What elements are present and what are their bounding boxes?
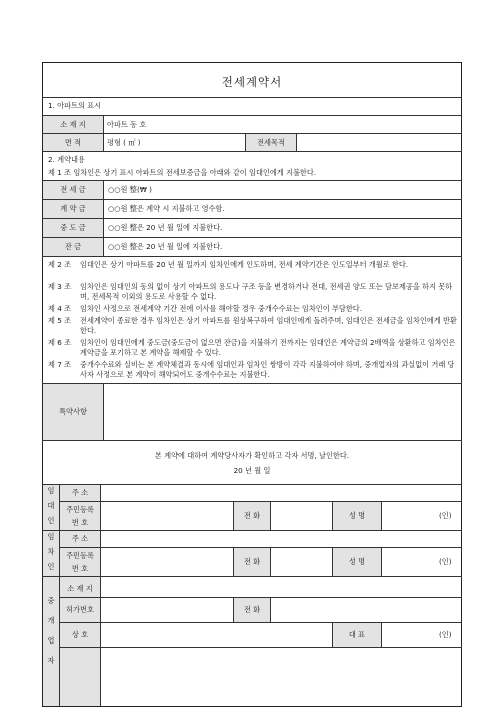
broker-seal: (인) [439,630,452,639]
area-label: 면 적 [64,138,82,147]
broker-label-3: 업 [47,636,55,645]
divider [270,547,271,576]
lessor-label-1: 임 [47,486,55,495]
divider [332,622,333,647]
divider [42,530,462,531]
lessor-phone-label: 전 화 [243,511,261,520]
clause-text: 임차인이 임대인에게 중도금(중도금이 없으면 잔금)을 지불하기 전까지는 임대인은 계약금의 2배액을 상환하고 임차인은 계약금을 포기하고 본 계약을 해제할 수 있다. [80,338,456,357]
confirmation-text: 본 계약에 대하여 계약당사자가 확인하고 각자 서명, 날인한다. [154,451,350,460]
contract-date: 20 년 월 일 [233,466,271,475]
divider [332,547,333,576]
divider [42,237,462,238]
divider [42,484,462,485]
lessee-id-label-1: 주민등록 [66,551,94,560]
clause-number: 제 5 조 [48,316,72,325]
divider [103,383,104,440]
broker-label-1: 중 [47,596,55,605]
lessee-id-label-2: 번 호 [71,564,89,573]
location-label: 소 재 지 [60,120,86,129]
lessee-label-1: 임 [47,532,55,541]
divider [381,501,382,530]
divider [42,151,462,152]
divider [42,576,462,577]
clause-number: 제 3 조 [48,282,72,291]
lessor-id-label-1: 주민등록 [66,505,94,514]
section2-heading: 2. 계약내용 [48,155,85,164]
divider [42,256,462,257]
divider [59,622,462,623]
divider [245,133,246,151]
divider [42,180,462,181]
divider [296,133,297,151]
divider [42,383,462,384]
divider [42,440,462,441]
divider [233,501,234,530]
area-value: 평형 ( ㎡ ) [107,138,141,147]
clause-number: 제 6 조 [48,338,72,347]
broker-trade-name-label: 상 호 [71,630,89,639]
divider [103,115,104,151]
interim-payment-value: ○○원 整은 20 년 월 일에 지불한다. [108,223,223,232]
clause-text: 전세계약이 종료한 경우 임차인은 상기 아파트를 원상복구하여 임대인에게 돌려주며, 임대인은 전세금을 임차인에게 반환한다. [80,316,457,335]
lessee-label-3: 인 [47,562,55,571]
lessor-label-2: 대 [47,501,55,510]
lessee-phone-label: 전 화 [243,557,261,566]
interim-payment-label: 중 도 금 [60,223,86,232]
broker-location-label: 소 재 지 [67,584,93,593]
section1-heading: 1. 아파트의 표시 [48,101,102,110]
down-payment-label: 계 약 금 [60,204,86,213]
down-payment-value: ○○원 整은 계약 시 지불하고 영수함. [108,204,225,213]
divider [381,547,382,576]
lessee-address-label: 주 소 [71,534,89,543]
balance-label: 잔 금 [64,242,82,251]
document-title: 전세계약서 [221,75,283,89]
divider [381,622,382,647]
clause-text: 중개수수료와 실비는 본 계약체결과 동시에 임대인과 임차인 쌍방이 각각 지불하여야 하며, 중개업자의 과실없이 거래 당사자 사정으로 본 계약이 해약되어도 중개수수료는 지불한다. [80,360,455,379]
lessee-name-label: 성 명 [348,557,366,566]
special-terms-label: 특약사항 [59,407,87,416]
lessor-seal: (인) [439,511,452,520]
divider [270,501,271,530]
divider [42,115,462,116]
clause-text: 임차인 사정으로 전세계약 기간 전에 이사를 해야할 경우 중개수수료는 임차인이 부담한다. [80,304,363,313]
deposit-value: ○○원 整(₩ ) [108,185,152,194]
divider [42,218,462,219]
broker-label-4: 자 [47,656,55,665]
broker-license-label: 허가번호 [66,605,94,614]
divider [59,647,462,648]
divider [103,180,104,256]
broker-phone-label: 전 화 [243,605,261,614]
lessor-label-3: 인 [47,516,55,525]
clause-number: 제 2 조 [48,260,72,269]
divider [332,501,333,530]
divider [100,484,101,706]
divider [233,547,234,576]
lessor-id-label-2: 번 호 [71,518,89,527]
divider [270,597,271,622]
clause-text: 임대인은 상기 아파트를 20 년 월 일까지 임차인에게 인도하며, 전세 계약기간은 인도일부터 개월로 한다. [80,260,409,269]
divider [233,597,234,622]
balance-value: ○○원 整은 20 년 월 일에 지불한다. [108,242,223,251]
lessee-seal: (인) [439,557,452,566]
lessee-label-2: 차 [47,547,55,556]
clause-number: 제 4 조 [48,304,72,313]
purpose-label: 전세목적 [257,138,285,147]
broker-label-2: 개 [47,616,55,625]
divider [42,199,462,200]
divider [42,97,462,98]
clause-1: 제 1 조 임차인은 상기 표시 아파트의 전세보증금을 아래와 같이 임대인에게 지불한다. [48,168,317,177]
broker-representative-label: 대 표 [348,630,366,639]
clause-text: 임차인은 임대인의 동의 없이 상기 아파트의 용도나 구조 등을 변경하거나 전대, 전세권 양도 또는 담보제공을 하지 못하며, 전세목적 이외의 용도로 사용할 수 없다. [80,282,453,301]
lessor-address-label: 주 소 [71,488,89,497]
deposit-label: 전 세 금 [60,185,86,194]
clause-number: 제 7 조 [48,360,72,369]
lessor-name-label: 성 명 [348,511,366,520]
location-value: 아파트 동 호 [107,120,147,129]
